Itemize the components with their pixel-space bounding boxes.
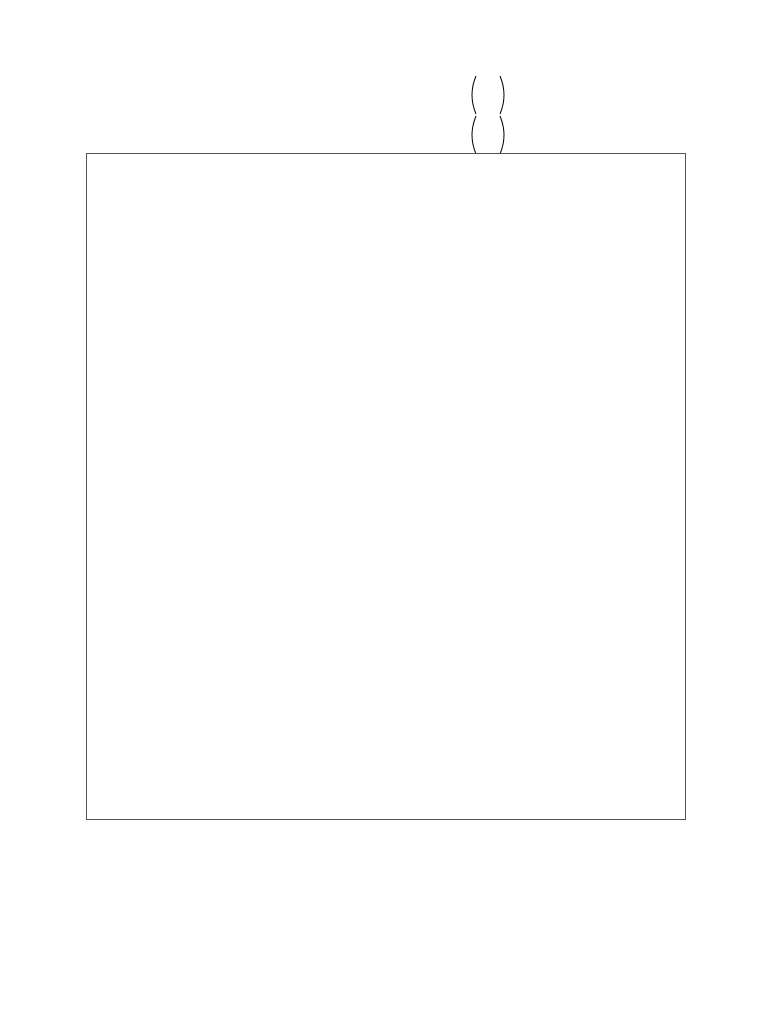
task-column-vector <box>468 114 508 156</box>
task-line <box>92 127 114 142</box>
section-column-vector <box>468 74 508 116</box>
exercise-table <box>86 153 686 820</box>
